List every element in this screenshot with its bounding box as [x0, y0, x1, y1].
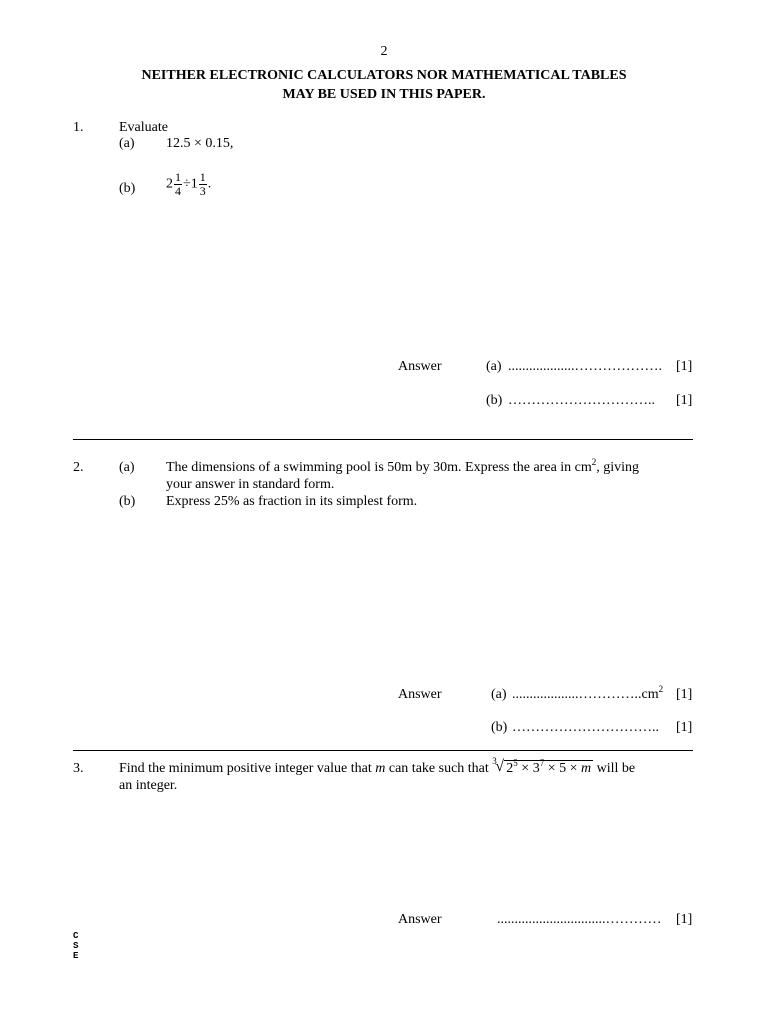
q3-text-2: can take such that	[388, 761, 489, 776]
instruction-line-2: MAY BE USED IN THIS PAPER.	[282, 87, 486, 102]
q2a-text-2: , giving	[596, 460, 640, 475]
q2-answer-a-dots: ...................…………..	[512, 687, 642, 702]
q3-cube-root	[492, 756, 593, 777]
q3-radicand-m: m	[581, 761, 592, 776]
q1-answer-word: Answer	[398, 359, 442, 374]
q2-number: 2.	[73, 460, 84, 475]
q3-answer-line[interactable]: ...............................…………	[497, 912, 662, 927]
q1-answer-b-mark: [1]	[676, 393, 693, 408]
q1-answer-a-label: (a)	[486, 359, 502, 374]
q2a-text-line-1	[166, 457, 640, 476]
q3-times-2: ×	[547, 761, 556, 776]
q1-answer-b-line[interactable]: …………………………..	[508, 393, 655, 408]
q1b-fraction-1	[174, 171, 182, 198]
q3-times-1: ×	[521, 761, 530, 776]
q2a-text-1: The dimensions of a swimming pool is 50m by 30m. Express the area in cm	[166, 460, 592, 475]
q3-text-3: will be	[596, 761, 636, 776]
q3-radicand	[504, 760, 593, 776]
q3-text-line-1	[119, 756, 636, 777]
q3-exp-2: 7	[539, 758, 545, 768]
q3-text-line-2: an integer.	[119, 778, 178, 793]
q2-answer-a-line[interactable]	[512, 684, 664, 703]
q2-answer-word: Answer	[398, 687, 442, 702]
q2a-superscript: 2	[591, 457, 597, 467]
footer-code	[73, 931, 78, 961]
q3-variable-m: m	[375, 761, 386, 776]
q2b-label: (b)	[119, 494, 136, 509]
q2-answer-a-unit-sup: 2	[658, 684, 664, 694]
q3-base-2: 3	[532, 761, 540, 776]
q3-five: 5	[559, 761, 567, 776]
q1a-label: (a)	[119, 136, 135, 151]
q3-answer-mark: [1]	[676, 912, 693, 927]
radical-sign-icon: √	[495, 758, 505, 775]
q1b-end: .	[207, 176, 212, 192]
q3-text-1: Find the minimum positive integer value that	[119, 761, 372, 776]
q3-times-3: ×	[569, 761, 578, 776]
page-number: 2	[380, 44, 388, 59]
instruction-line-1: NEITHER ELECTRONIC CALCULATORS NOR MATHEMATICAL TABLES	[141, 68, 627, 83]
q1b-fraction-2	[199, 171, 207, 198]
q2-answer-a-mark: [1]	[676, 687, 693, 702]
q3-answer-word: Answer	[398, 912, 442, 927]
q2-answer-b-mark: [1]	[676, 720, 693, 735]
q2b-text: Express 25% as fraction in its simplest form.	[166, 494, 418, 509]
q1b-den-1: 4	[175, 184, 181, 198]
q3-base-1: 2	[506, 761, 514, 776]
q2a-text-line-2: your answer in standard form.	[166, 477, 335, 492]
q1-answer-a-line[interactable]: ...................……………….	[508, 359, 662, 374]
divider-2	[73, 750, 693, 751]
divider-1	[73, 439, 693, 440]
q1b-whole-2: 1	[190, 176, 198, 192]
q2a-label: (a)	[119, 460, 135, 475]
q3-exp-1: 5	[513, 758, 518, 768]
footer-code-e: E	[73, 951, 79, 961]
q1b-whole-1: 2	[166, 176, 173, 192]
q1-answer-b-label: (b)	[486, 393, 503, 408]
q1-answer-a-mark: [1]	[676, 359, 693, 374]
q1a-text: 12.5 × 0.15,	[166, 136, 234, 151]
q1-number: 1.	[73, 120, 84, 135]
q3-root-index: 3	[492, 756, 497, 766]
q2-answer-b-line[interactable]: …………………………..	[512, 720, 659, 735]
q1b-operator: ÷	[183, 176, 191, 192]
q2-answer-b-label: (b)	[491, 720, 508, 735]
footer-code-s: S	[73, 941, 79, 951]
q2-answer-a-label: (a)	[491, 687, 507, 702]
q1b-den-2: 3	[199, 184, 206, 198]
q1b-num-2: 1	[199, 170, 206, 184]
footer-code-c: C	[73, 931, 79, 941]
q2-answer-a-unit: cm	[641, 687, 659, 702]
q1b-expression	[166, 171, 211, 198]
q1b-label: (b)	[119, 181, 136, 196]
q3-number: 3.	[73, 761, 84, 776]
q1b-num-1: 1	[175, 170, 181, 184]
q1-stem: Evaluate	[119, 120, 168, 135]
